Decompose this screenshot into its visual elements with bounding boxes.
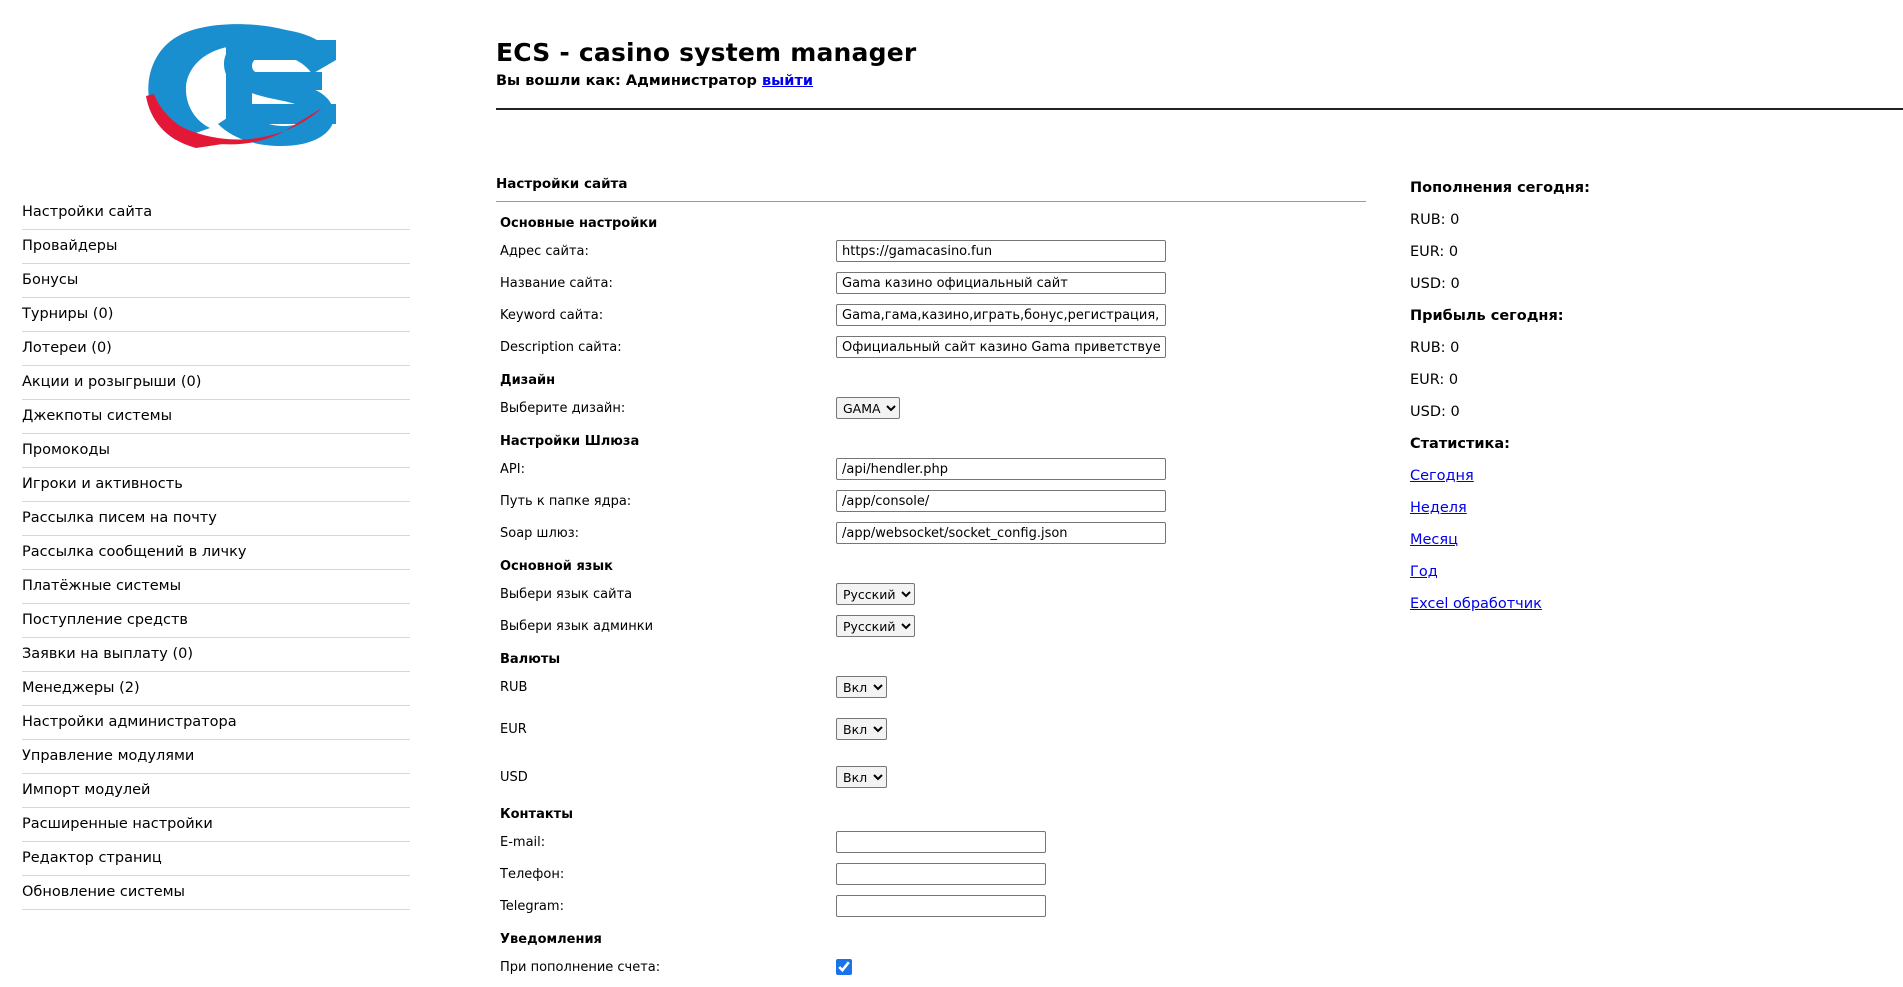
sidebar-item-promocodes[interactable]: Промокоды [22, 434, 410, 468]
deposits-heading: Пополнения сегодня: [1410, 180, 1590, 196]
profit-heading: Прибыль сегодня: [1410, 308, 1564, 324]
field-row-currency-usd [496, 765, 1386, 789]
section-heading-language: Основной язык [500, 559, 613, 574]
field-row-site-url [496, 239, 1386, 263]
field-row-keyword [496, 303, 1386, 327]
page-header [0, 0, 1903, 160]
header-text-block [496, 38, 1883, 89]
field-row-email [496, 830, 1386, 854]
field-row-site-name [496, 271, 1386, 295]
section-heading-design: Дизайн [500, 373, 556, 388]
field-row-notify-deposit [496, 955, 1386, 979]
field-row-soap [496, 521, 1386, 545]
settings-panel [496, 176, 1386, 987]
sidebar-item-pm-newsletter[interactable]: Рассылка сообщений в личку [22, 536, 410, 570]
core-path-input[interactable] [836, 490, 1166, 512]
description-input[interactable] [836, 336, 1166, 358]
login-status [496, 73, 1883, 89]
label-currency-eur: EUR [500, 721, 527, 737]
field-row-currency-rub [496, 675, 1386, 699]
page-title: ECS - casino system manager [496, 38, 917, 67]
stats-heading: Статистика: [1410, 436, 1510, 452]
label-api: API: [500, 461, 525, 477]
sidebar-item-email-newsletter[interactable]: Рассылка писем на почту [22, 502, 410, 536]
sidebar-item-payment-systems[interactable]: Платёжные системы [22, 570, 410, 604]
header-divider [496, 108, 1903, 110]
sidebar-item-advanced-settings[interactable]: Расширенные настройки [22, 808, 410, 842]
deposits-usd: USD: 0 [1410, 276, 1460, 292]
field-row-core-path [496, 489, 1386, 513]
section-heading-contacts: Контакты [500, 807, 573, 822]
sidebar-item-system-update[interactable]: Обновление системы [22, 876, 410, 910]
profit-rub: RUB: 0 [1410, 340, 1460, 356]
deposits-rub: RUB: 0 [1410, 212, 1460, 228]
deposits-eur: EUR: 0 [1410, 244, 1459, 260]
sidebar-item-tournaments[interactable]: Турниры (0) [22, 298, 410, 332]
section-heading-gateway: Настройки Шлюза [500, 434, 640, 449]
field-row-phone [496, 862, 1386, 886]
sidebar-item-incoming-funds[interactable]: Поступление средств [22, 604, 410, 638]
label-site-language: Выбери язык сайта [500, 586, 633, 602]
phone-input[interactable] [836, 863, 1046, 885]
section-heading-basic: Основные настройки [500, 216, 658, 231]
soap-input[interactable] [836, 522, 1166, 544]
sidebar-item-payout-requests[interactable]: Заявки на выплату (0) [22, 638, 410, 672]
section-heading-notifications: Уведомления [500, 932, 602, 947]
field-row-description [496, 335, 1386, 359]
label-email: E-mail: [500, 834, 546, 850]
label-site-url: Адрес сайта: [500, 243, 589, 259]
logout-link[interactable]: выйти [762, 73, 814, 89]
label-currency-usd: USD [500, 769, 528, 785]
sidebar-item-module-import[interactable]: Импорт модулей [22, 774, 410, 808]
email-input[interactable] [836, 831, 1046, 853]
site-name-input[interactable] [836, 272, 1166, 294]
keyword-input[interactable] [836, 304, 1166, 326]
admin-language-select[interactable] [836, 615, 915, 637]
currency-usd-select[interactable] [836, 766, 887, 788]
field-row-design [496, 396, 1386, 420]
sidebar-item-lotteries[interactable]: Лотереи (0) [22, 332, 410, 366]
sidebar-item-promotions[interactable]: Акции и розыгрыши (0) [22, 366, 410, 400]
stats-link-week[interactable]: Неделя [1410, 500, 1467, 516]
profit-eur: EUR: 0 [1410, 372, 1459, 388]
label-phone: Телефон: [500, 866, 565, 882]
api-input[interactable] [836, 458, 1166, 480]
stats-link-month[interactable]: Месяц [1410, 532, 1458, 548]
stats-link-today[interactable]: Сегодня [1410, 468, 1474, 484]
sidebar-item-admin-settings[interactable]: Настройки администратора [22, 706, 410, 740]
stats-link-year[interactable]: Год [1410, 564, 1438, 580]
ecs-logo [136, 20, 346, 148]
label-core-path: Путь к папке ядра: [500, 493, 632, 509]
sidebar-item-jackpots[interactable]: Джекпоты системы [22, 400, 410, 434]
currency-eur-select[interactable] [836, 718, 887, 740]
site-url-input[interactable] [836, 240, 1166, 262]
profit-usd: USD: 0 [1410, 404, 1460, 420]
sidebar-item-managers[interactable]: Менеджеры (2) [22, 672, 410, 706]
field-row-api [496, 457, 1386, 481]
sidebar-item-site-settings[interactable]: Настройки сайта [22, 196, 410, 230]
sidebar-item-bonuses[interactable]: Бонусы [22, 264, 410, 298]
sidebar-item-providers[interactable]: Провайдеры [22, 230, 410, 264]
label-notify-deposit: При пополнение счета: [500, 959, 661, 975]
label-admin-language: Выбери язык админки [500, 618, 654, 634]
notify-deposit-checkbox[interactable] [836, 959, 852, 975]
design-select[interactable] [836, 397, 900, 419]
telegram-input[interactable] [836, 895, 1046, 917]
label-description: Description сайта: [500, 339, 622, 355]
sidebar [0, 196, 430, 910]
field-row-site-language [496, 582, 1386, 606]
stats-link-excel[interactable]: Excel обработчик [1410, 596, 1542, 612]
sidebar-item-page-editor[interactable]: Редактор страниц [22, 842, 410, 876]
field-row-currency-eur [496, 717, 1386, 741]
label-keyword: Keyword сайта: [500, 307, 604, 323]
label-telegram: Telegram: [500, 898, 564, 914]
login-status-text: Вы вошли как: Администратор [496, 73, 757, 89]
label-design: Выберите дизайн: [500, 400, 626, 416]
label-site-name: Название сайта: [500, 275, 613, 291]
field-row-admin-language [496, 614, 1386, 638]
label-soap: Soap шлюз: [500, 525, 579, 541]
label-currency-rub: RUB [500, 679, 528, 695]
summary-panel [1410, 180, 1850, 628]
site-language-select[interactable] [836, 583, 915, 605]
field-row-telegram [496, 894, 1386, 918]
sidebar-item-module-management[interactable]: Управление модулями [22, 740, 410, 774]
sidebar-item-players[interactable]: Игроки и активность [22, 468, 410, 502]
section-heading-currencies: Валюты [500, 652, 561, 667]
currency-rub-select[interactable] [836, 676, 887, 698]
settings-panel-title: Настройки сайта [496, 176, 1366, 202]
